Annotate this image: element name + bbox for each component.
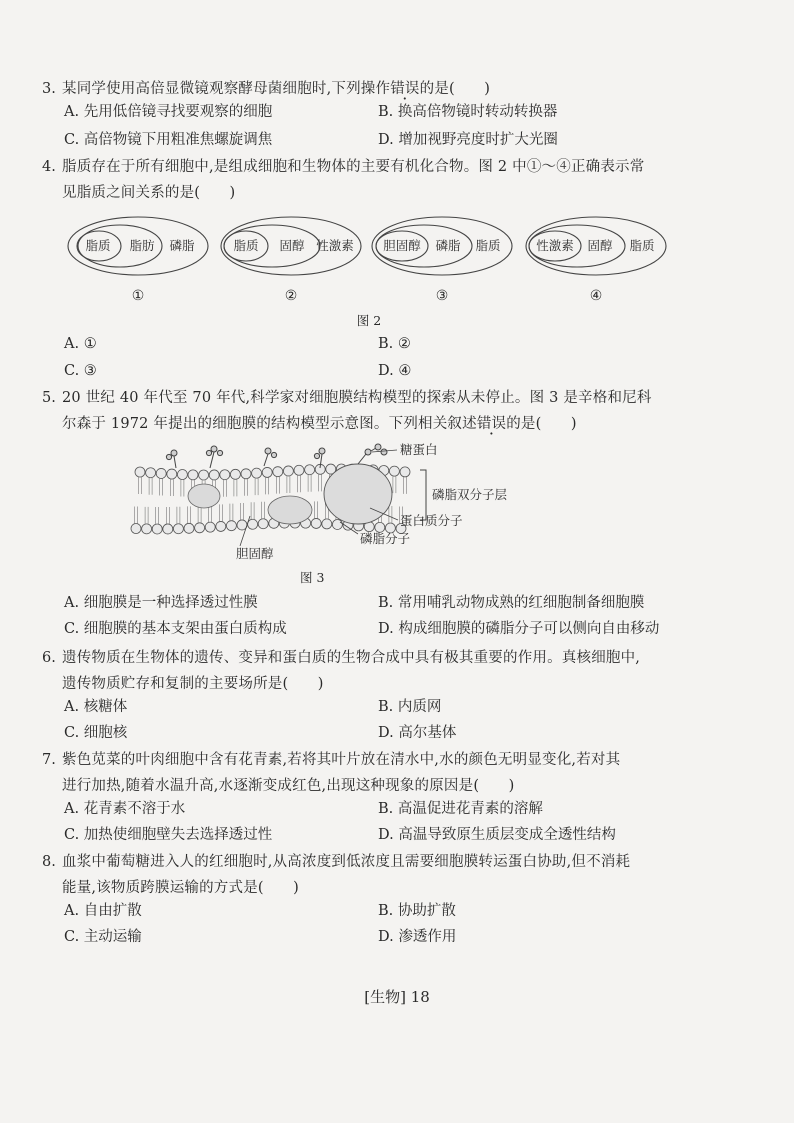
phospholipid-head [184,523,194,533]
option-text: 细胞核 [83,725,128,741]
question-3 [42,76,702,102]
stem-text: 尔森于 1972 年提出的细胞膜的结构模型示意图。下列相关叙述 [62,416,477,432]
venn-diagrams [0,212,794,342]
figure-caption: 图 2 [356,313,382,328]
option-text: 常用哺乳动物成熟的红细胞制备细胞膜 [397,595,645,611]
option-text: 高温促进花青素的溶解 [397,801,543,817]
venn-outer-label: 性激素 [316,238,354,253]
option-letter: A. [64,801,80,817]
venn-middle-label: 磷脂 [435,238,461,253]
question-7 [42,747,702,799]
stem-end-text: 的是( ) [419,81,491,97]
option-letter: C. [64,929,80,945]
option-b [378,100,557,121]
venn-inner-label: 脂质 [85,238,111,253]
option-letter: C. [64,621,80,637]
phospholipid-head [195,523,205,533]
option-a [64,336,97,352]
phospholipid-head [131,524,141,534]
phospholipid-head [226,521,236,531]
option-b [378,695,441,716]
option-text: 增加视野亮度时扩大光圈 [398,132,558,148]
option-text: ④ [398,363,412,379]
label-phospholipid: 磷脂分子 [360,531,411,546]
option-text: 主动运输 [83,929,142,945]
option-text: ① [83,336,97,352]
option-text: 核糖体 [83,699,128,715]
page-footer: [生物] 18 [364,988,430,1006]
question-number: 8. [42,854,56,870]
question-number: 3. [42,81,56,97]
figure-caption: 图 3 [300,570,325,585]
stem-line: 见脂质之间关系的是( ) [62,185,236,201]
option-letter: A. [64,336,80,352]
stem-line: 脂质存在于所有细胞中,是组成细胞和生物体的主要有机化合物。图 2 中①～④正确表示常 [62,159,645,175]
stem-text: 某同学使用高倍显微镜观察酵母菌细胞时,下列操作 [62,81,391,97]
phospholipid-head [400,467,410,477]
phospholipid-head [146,468,156,478]
stem-line: 能量,该物质跨膜运输的方式是( ) [62,880,300,896]
option-text: 换高倍物镜时转动转换器 [397,104,558,120]
phospholipid-head [199,470,209,480]
label-protein: 蛋白质分子 [400,513,463,528]
question-number: 4. [42,159,56,175]
label-bilayer: 磷脂双分子层 [432,487,508,502]
option-text: 高倍物镜下用粗准焦螺旋调焦 [83,132,273,148]
diagram-number: ① [131,288,145,304]
phospholipid-head [209,470,219,480]
option-letter: B. [378,801,394,817]
option-letter: B. [378,903,394,919]
venn-middle-label: 固醇 [587,238,613,253]
option-b [378,336,411,352]
option-d [378,823,616,844]
phospholipid-head [152,524,162,534]
option-letter: D. [378,827,394,843]
option-text: ② [397,336,411,352]
option-text: 高温导致原生质层变成全透性结构 [398,827,616,843]
phospholipid-head [173,524,183,534]
option-letter: C. [64,132,80,148]
option-text: 内质网 [397,699,442,715]
protein-molecule-small [188,484,220,508]
question-8 [42,849,702,901]
option-c [64,617,287,638]
venn-middle-label: 脂肪 [129,238,155,253]
phospholipid-head [332,519,342,529]
phospholipid-head [156,468,166,478]
phospholipid-head [241,469,251,479]
phospholipid-head [135,467,145,477]
phospholipid-head [322,519,332,529]
phospholipid-head [142,524,152,534]
phospholipid-head [311,518,321,528]
option-text: 细胞膜是一种选择透过性膜 [83,595,258,611]
option-letter: A. [64,595,80,611]
question-5 [42,385,702,437]
option-d [378,128,558,149]
option-d [378,721,456,742]
phospholipid-head [262,467,272,477]
question-number: 6. [42,650,56,666]
option-b [378,899,456,920]
question-stem [62,76,702,102]
question-6 [42,645,702,697]
figure-3 [0,438,794,588]
phospholipid-head [294,465,304,475]
question-stem [62,645,702,697]
phospholipid-head [248,519,258,529]
option-a [64,591,258,612]
phospholipid-head [177,470,187,480]
option-a [64,899,142,920]
protein-molecule-small [268,496,312,524]
phospholipid-head [188,470,198,480]
emphasis-text: 错误 [476,416,507,432]
phospholipid-head [230,469,240,479]
venn-outer-label: 脂质 [475,238,501,253]
question-stem [62,747,702,799]
option-c [64,823,272,844]
option-d [378,617,659,638]
option-d [378,363,411,379]
option-b [378,591,644,612]
question-stem [62,154,702,206]
option-text: 花青素不溶于水 [83,801,186,817]
diagram-number: ② [284,288,298,304]
option-text: 细胞膜的基本支架由蛋白质构成 [83,621,287,637]
venn-outer-label: 磷脂 [169,238,195,253]
option-text: 加热使细胞壁失去选择透过性 [83,827,273,843]
option-letter: B. [378,699,394,715]
option-letter: C. [64,363,80,379]
stem-line: 遗传物质在生物体的遗传、变异和蛋白质的生物合成中具有极其重要的作用。真核细胞中, [62,650,641,666]
option-c [64,721,127,742]
stem-line: 血浆中葡萄糖进入人的红细胞时,从高浓度到低浓度且需要细胞膜转运蛋白协助,但不消耗 [62,854,631,870]
option-letter: D. [378,363,394,379]
venn-middle-label: 固醇 [279,238,305,253]
phospholipid-head [283,466,293,476]
option-a [64,695,127,716]
stem-line [62,411,702,437]
phospholipid-head [389,466,399,476]
option-letter: B. [378,595,394,611]
option-c [64,363,97,379]
stem-line: 遗传物质贮存和复制的主要场所是( ) [62,676,324,692]
protein-molecule [324,464,392,524]
option-text: ③ [83,363,97,379]
venn-inner-label: 性激素 [536,238,574,253]
phospholipid-head [163,524,173,534]
phospholipid-head [216,521,226,531]
option-a [64,100,272,121]
option-c [64,925,142,946]
option-b [378,797,543,818]
option-text: 高尔基体 [398,725,457,741]
venn-outer-label: 脂质 [629,238,655,253]
option-letter: C. [64,827,80,843]
diagram-number: ③ [435,288,449,304]
membrane-model-figure [0,438,794,588]
phospholipid-head [252,468,262,478]
stem-line: 进行加热,随着水温升高,水逐渐变成红色,出现这种现象的原因是( ) [62,778,515,794]
label-cholesterol: 胆固醇 [236,546,274,561]
option-d [378,925,456,946]
option-letter: B. [378,104,394,120]
option-letter: D. [378,725,394,741]
diagram-number: ④ [589,288,603,304]
figure-2 [0,212,794,342]
option-c [64,128,272,149]
venn-inner-label: 脂质 [233,238,259,253]
option-letter: D. [378,621,394,637]
question-number: 7. [42,752,56,768]
option-letter: D. [378,929,394,945]
option-text: 渗透作用 [398,929,457,945]
question-stem [62,385,702,437]
option-text: 自由扩散 [83,903,142,919]
question-4 [42,154,702,206]
option-text: 先用低倍镜寻找要观察的细胞 [83,104,273,120]
phospholipid-head [205,522,215,532]
option-text: 协助扩散 [397,903,456,919]
option-letter: A. [64,699,80,715]
label-glycoprotein: 糖蛋白 [400,442,438,457]
phospholipid-head [258,519,268,529]
option-letter: C. [64,725,80,741]
option-text: 构成细胞膜的磷脂分子可以侧向自由移动 [398,621,660,637]
phospholipid-head [167,469,177,479]
stem-line: 20 世纪 40 年代至 70 年代,科学家对细胞膜结构模型的探索从未停止。图 3 是辛格和尼科 [62,390,652,406]
question-stem [62,849,702,901]
option-letter: D. [378,132,394,148]
option-letter: B. [378,336,394,352]
emphasis-text: 错误 [390,81,420,97]
option-a [64,797,185,818]
stem-line: 紫色苋菜的叶肉细胞中含有花青素,若将其叶片放在清水中,水的颜色无明显变化,若对其 [62,752,621,768]
venn-inner-label: 胆固醇 [383,238,421,253]
option-letter: A. [64,104,80,120]
option-letter: A. [64,903,80,919]
phospholipid-head [305,465,315,475]
phospholipid-head [220,470,230,480]
question-number: 5. [42,390,56,406]
phospholipid-head [273,467,283,477]
stem-end-text: 的是( ) [506,416,577,432]
